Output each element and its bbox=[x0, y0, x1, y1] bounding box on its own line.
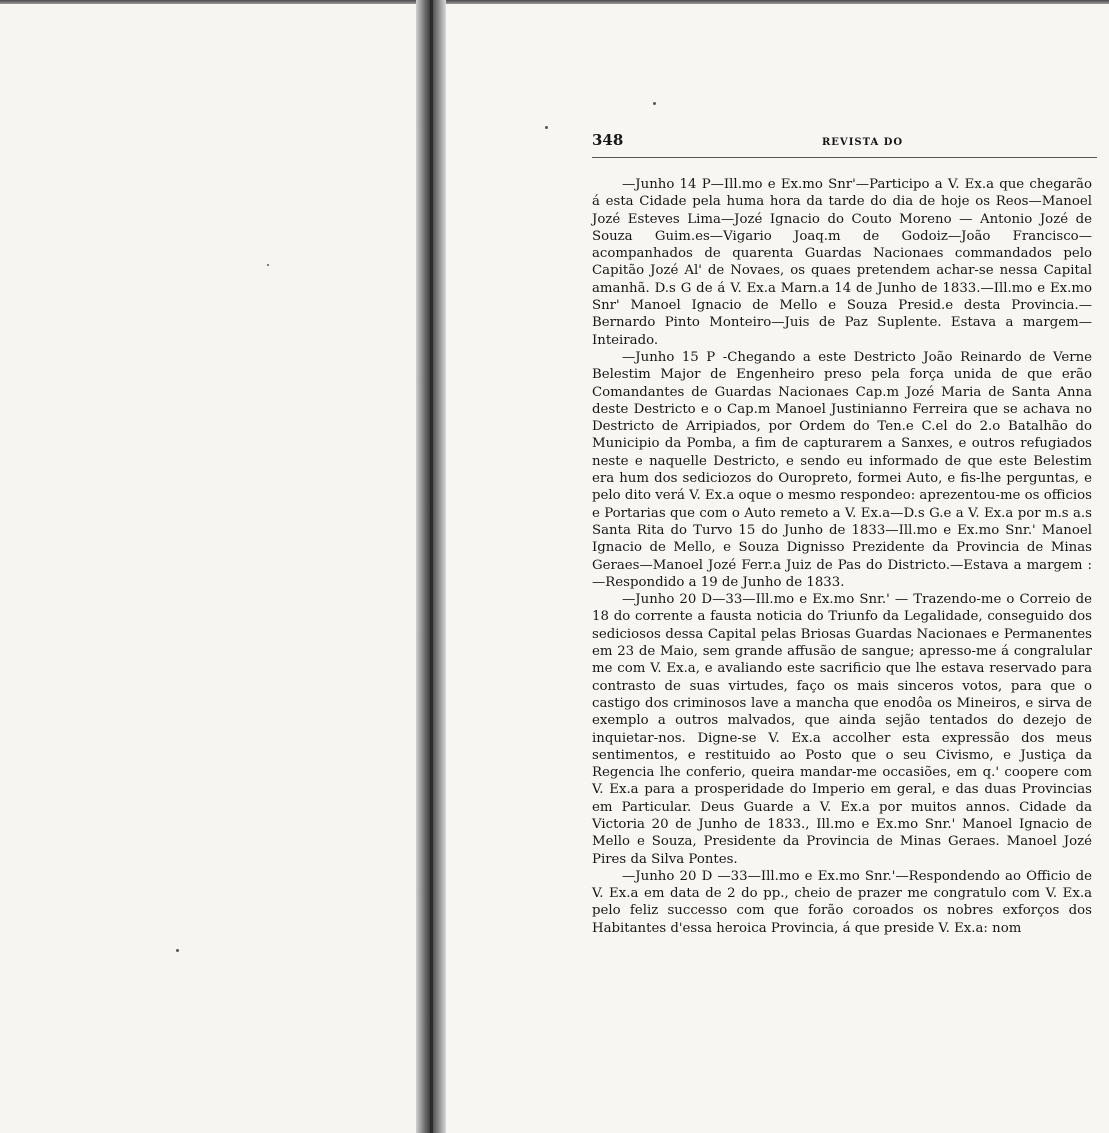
paper-speck bbox=[267, 264, 269, 266]
paragraph-2: —Junho 15 P -Chegando a este Destricto João Reinardo de Verne Belestim Major de Engenheiro preso pela força unida de que erão Comandantes de Guardas Nacionaes Cap.m Jozé Maria de Santa Anna deste Destricto e o Cap.m Manoel Justinianno Ferreira que se achava no Destricto de Arripiados, por Ordem do Ten.e C.el do 2.o Batalhão do Municipio da Pomba, a fim de capturarem a Sanxes, e outros refugiados neste e naquelle Destricto, e sendo eu informado de que este Belestim era hum dos sediciozos do Ouropreto, formei Auto, e fis-lhe perguntas, e pelo dito verá V. Ex.a oque o mesmo respondeo: aprezentou-me os officios e Portarias que com o Auto remeto a V. Ex.a—D.s G.e a V. Ex.a por m.s a.s Santa Rita do Turvo 15 do Junho de 1833—Ill.mo e Ex.mo Snr.' Manoel Ignacio de Mello, e Souza Dignisso Prezidente da Provincia de Minas Geraes—Manoel Jozé Ferr.a Juiz de Pas do Districto.—Estava a margem :—Respondido a 19 de Junho de 1833. bbox=[592, 349, 1092, 590]
body-text bbox=[592, 176, 1092, 937]
paper-speck bbox=[176, 949, 179, 952]
left-blank-page bbox=[0, 4, 420, 1133]
paragraph-4: —Junho 20 D —33—Ill.mo e Ex.mo Snr.'—Respondendo ao Officio de V. Ex.a em data de 2 do pp., cheio de prazer me congratulo com V. Ex.a pelo feliz successo com que forão coroados os nobres exforços dos Habitantes d'essa heroica Provincia, á que preside V. Ex.a: nom bbox=[592, 868, 1092, 936]
paragraph-1: —Junho 14 P—Ill.mo e Ex.mo Snr'—Participo a V. Ex.a que chegarão á esta Cidade pela huma hora da tarde do dia de hoje os Reos—Manoel Jozé Esteves Lima—Jozé Ignacio do Couto Moreno — Antonio Jozé de Souza Guim.es—Vigario Joaq.m de Godoiz—João Francisco—acompanhados de quarenta Guardas Nacionaes commandados pelo Capitão Jozé Al' de Novaes, os quaes pretendem achar-se nessa Capital amanhã. D.s G de á V. Ex.a Marn.a 14 de Junho de 1833.—Ill.mo e Ex.mo Snr' Manoel Ignacio de Mello e Souza Presid.e desta Provincia.—Bernardo Pinto Monteiro—Juis de Paz Suplente. Estava a margem—Inteirado. bbox=[592, 177, 1092, 348]
running-head: REVISTA DO bbox=[822, 137, 904, 148]
paper-speck bbox=[653, 102, 656, 105]
paper-speck bbox=[545, 126, 548, 129]
page-header bbox=[592, 131, 1097, 158]
paragraph-3: —Junho 20 D—33—Ill.mo e Ex.mo Snr.' — Trazendo-me o Correio de 18 do corrente a fausta noticia do Triunfo da Legalidade, conseguido dos sediciosos dessa Capital pelas Briosas Guardas Nacionaes e Permanentes em 23 de Maio, sem grande affusão de sangue; apresso-me á congralular me com V. Ex.a, e avaliando este sacrificio que lhe estava reservado para contrasto de suas virtudes, faço os mais sinceros votos, para que o castigo dos criminosos lave a mancha que enodôa os Mineiros, e sirva de exemplo a outros malvados, que ainda sejão tentados do dezejo de inquietar-nos. Digne-se V. Ex.a accolher esta expressão dos meus sentimentos, e restituido ao Posto que o seu Civismo, e Justiça da Regencia lhe conferio, queira mandar-me occasiões, em q.' coopere com V. Ex.a para a prosperidade do Imperio em geral, e das duas Provincias em Particular. Deus Guarde a V. Ex.a por muitos annos. Cidade da Victoria 20 de Junho de 1833., Ill.mo e Ex.mo Snr.' Manoel Ignacio de Mello e Souza, Presidente da Provincia de Minas Geraes. Manoel Jozé Pires da Silva Pontes. bbox=[592, 592, 1092, 867]
page-number: 348 bbox=[592, 131, 624, 149]
gutter-shadow-line bbox=[430, 0, 433, 1133]
